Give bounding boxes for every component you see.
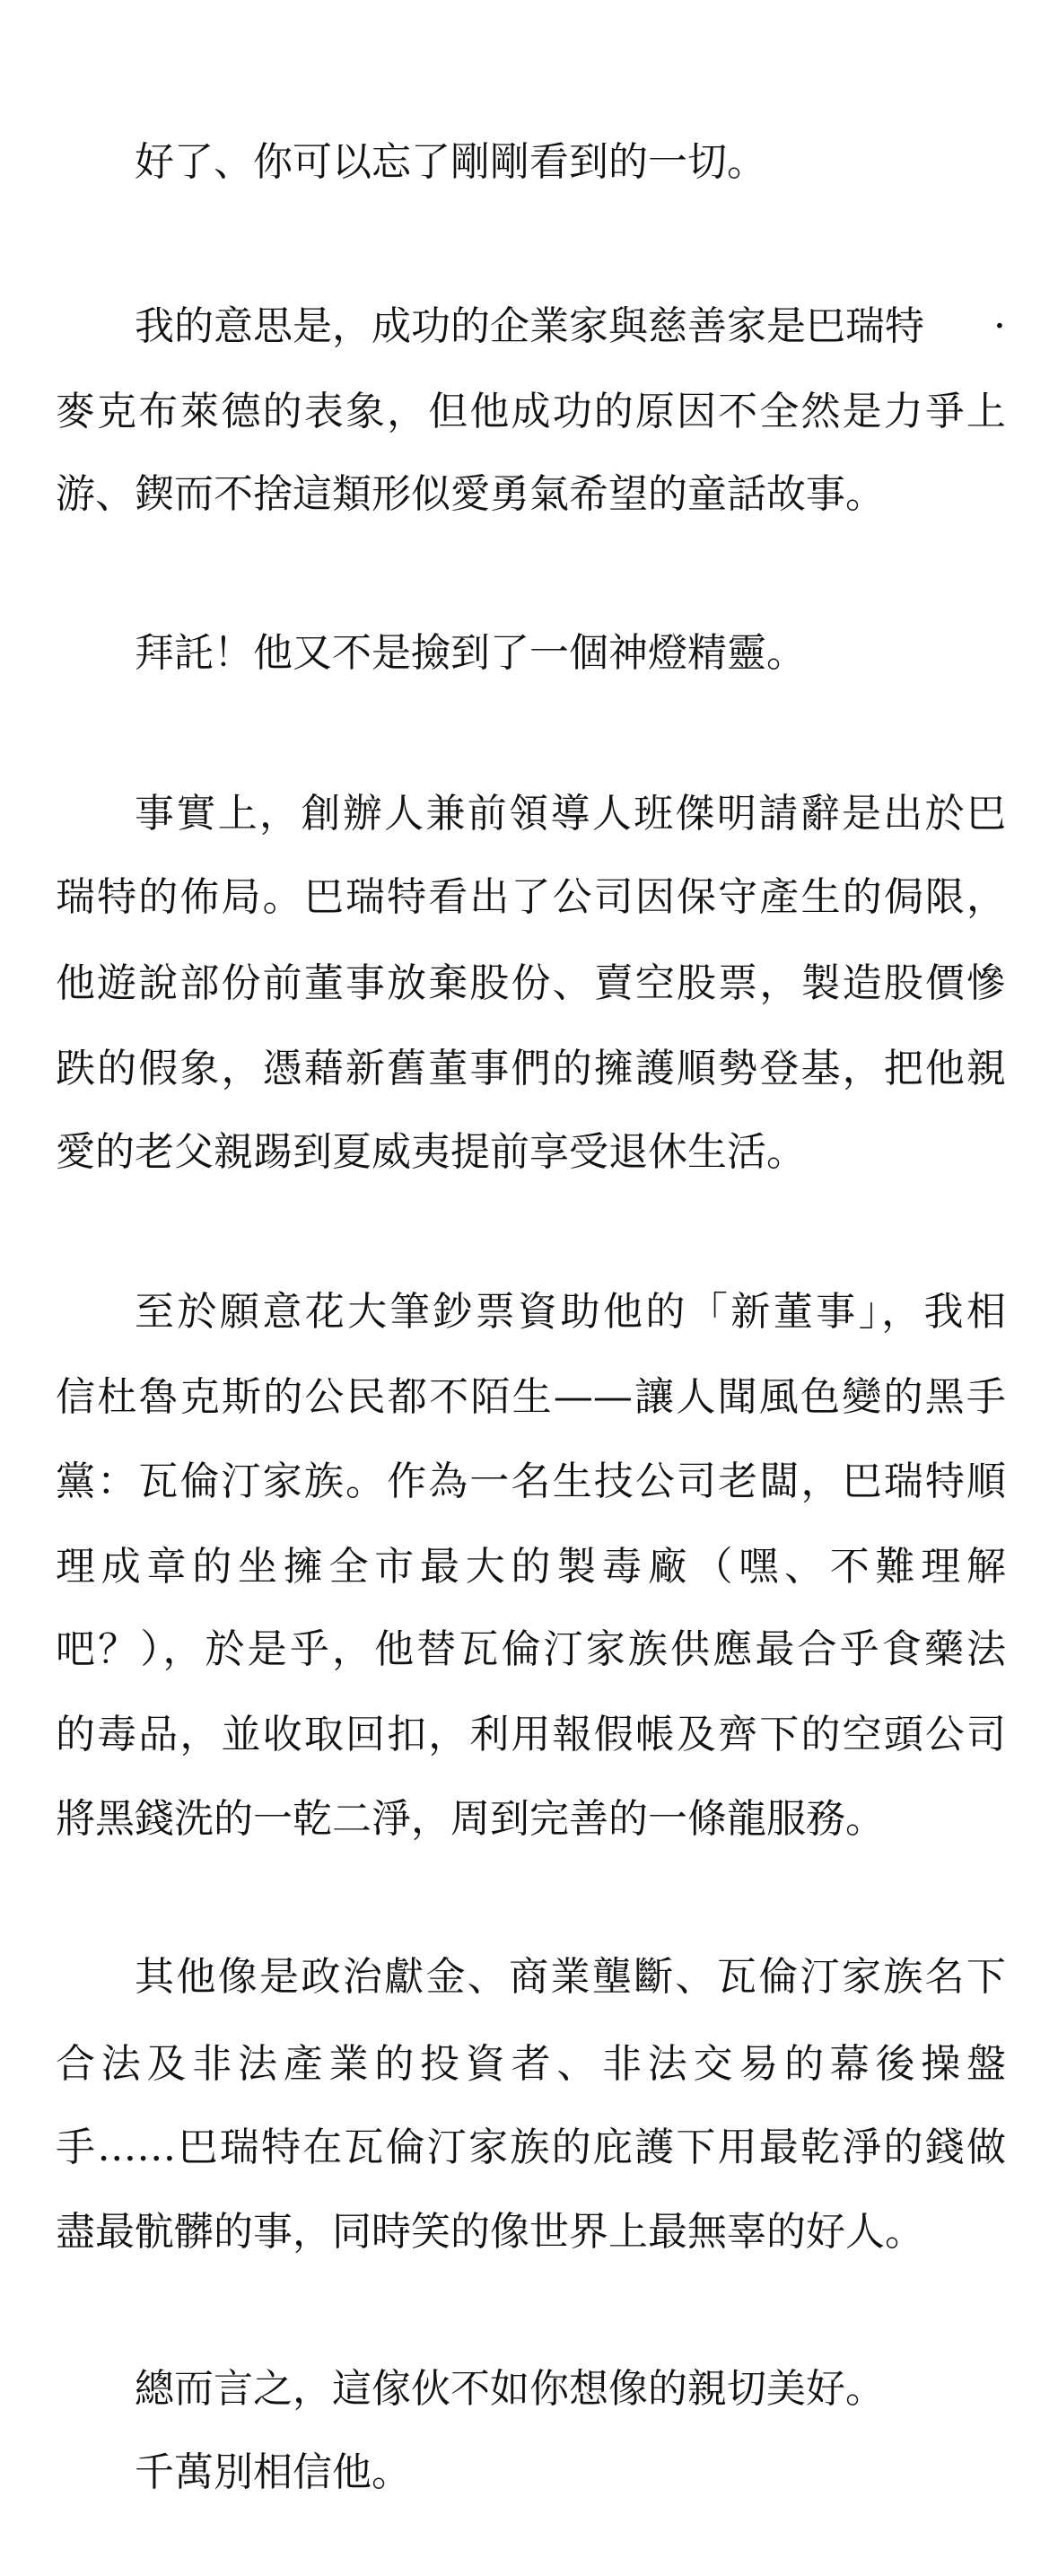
paragraph-6-line-2: 合法及非法產業的投資者、非法交易的幕後操盤 xyxy=(56,2041,1006,2087)
paragraph-4-line-4: 跌的假象，憑藉新舊董事們的擁護順勢登基，把他親 xyxy=(56,1046,1006,1091)
paragraph-7-line-1: 總而言之，這傢伙不如你想像的親切美好。 xyxy=(135,2366,885,2412)
paragraph-3-line-1: 拜託！他又不是撿到了一個神燈精靈。 xyxy=(135,630,806,676)
paragraph-2-line-2: 麥克布萊德的表象，但他成功的原因不全然是力爭上 xyxy=(56,389,1006,434)
paragraph-2-line-1-text: 我的意思是，成功的企業家與慈善家是巴瑞特 xyxy=(135,303,924,349)
paragraph-6-line-1: 其他像是政治獻金、商業壟斷、瓦倫汀家族名下 xyxy=(135,1954,1006,2000)
paragraph-5-line-2: 信杜魯克斯的公民都不陌生——讓人聞風色變的黑手 xyxy=(56,1374,1006,1420)
paragraph-4-line-3: 他遊說部份前董事放棄股份、賣空股票，製造股價慘 xyxy=(56,960,1006,1006)
paragraph-2-line-1 xyxy=(0,291,1058,363)
paragraph-6-line-3: 手……巴瑞特在瓦倫汀家族的庇護下用最乾淨的錢做 xyxy=(56,2125,1006,2170)
paragraph-5-line-5: 吧？），於是乎，他替瓦倫汀家族供應最合乎食藥法 xyxy=(56,1626,1006,1672)
paragraph-1-line-1: 好了、你可以忘了剛剛看到的一切。 xyxy=(135,139,766,185)
paragraph-6-line-4: 盡最骯髒的事，同時笑的像世界上最無辜的好人。 xyxy=(56,2209,924,2255)
paragraph-5-line-1: 至於願意花大筆鈔票資助他的「新董事」，我相 xyxy=(135,1289,1006,1335)
paragraph-4-line-2: 瑞特的佈局。巴瑞特看出了公司因保守產生的侷限， xyxy=(56,874,1006,920)
paragraph-5-line-7: 將黑錢洗的一乾二淨，周到完善的一條龍服務。 xyxy=(56,1796,885,1842)
paragraph-2-line-3: 游、鍥而不捨這類形似愛勇氣希望的童話故事。 xyxy=(56,471,885,517)
paragraph-5-line-4: 理成章的坐擁全市最大的製毒廠（嘿、不難理解 xyxy=(56,1544,1006,1590)
paragraph-2-trailing-mark: · xyxy=(993,303,1006,349)
paragraph-4-line-5: 愛的老父親踢到夏威夷提前享受退休生活。 xyxy=(56,1129,806,1175)
paragraph-5-line-3: 黨：瓦倫汀家族。作為一名生技公司老闆，巴瑞特順 xyxy=(56,1459,1006,1504)
paragraph-4-line-1: 事實上，創辦人兼前領導人班傑明請辭是出於巴 xyxy=(135,791,1006,837)
paragraph-5-line-6: 的毒品，並收取回扣，利用報假帳及齊下的空頭公司 xyxy=(56,1712,1006,1757)
paragraph-7-line-2: 千萬別相信他。 xyxy=(135,2449,411,2495)
